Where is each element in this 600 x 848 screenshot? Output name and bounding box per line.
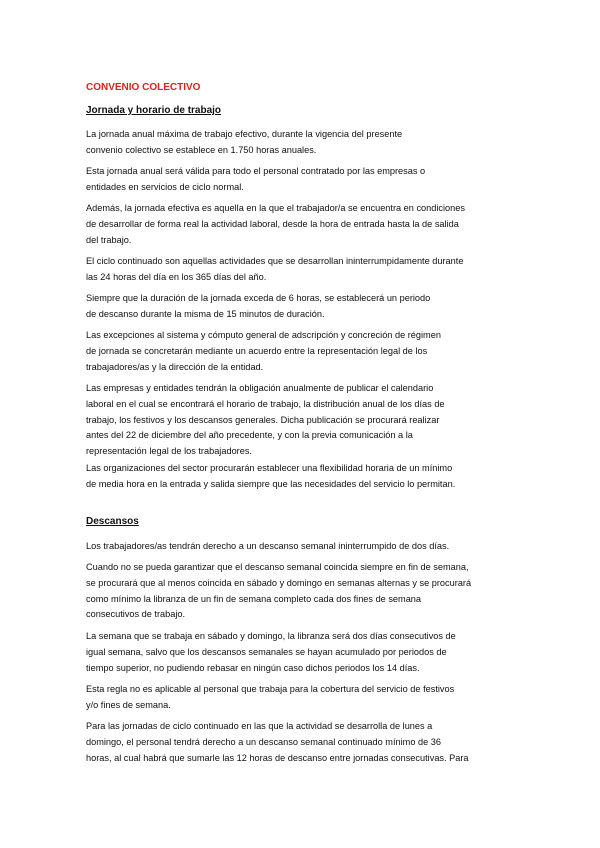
paragraph: Cuando no se pueda garantizar que el descanso semanal coincida siempre en fin de semana, se procurará que al menos coincida en sábado y domingo en semanas alternas y se procurará como mínimo la libranza de un fin de semana completo cada dos fines de semana consecutivos de trabajo.: [86, 562, 472, 620]
paragraph: Las organizaciones del sector procurarán establecer una flexibilidad horaria de un mínimo de media hora en la entrada y salida siempre que las necesidades del servicio lo permitan.: [86, 463, 456, 489]
section-heading-jornada: Jornada y horario de trabajo: [86, 105, 222, 116]
paragraph: Los trabajadores/as tendrán derecho a un descanso semanal ininterrumpido de dos días.: [86, 541, 450, 551]
paragraph: Esta regla no es aplicable al personal que trabaja para la cobertura del servicio de festivos y/o fines de semana.: [86, 684, 455, 710]
paragraph: El ciclo continuado son aquellas actividades que se desarrollan ininterrumpidamente durante las 24 horas del día en los 365 días del año.: [86, 256, 464, 282]
document-title: CONVENIO COLECTIVO: [86, 82, 201, 93]
paragraph: Las empresas y entidades tendrán la obligación anualmente de publicar el calendario laboral en el cual se encontrará el horario de trabajo, la distribución anual de los días de trabajo, los festivos y los descansos generales. Dicha publicación se procurará realizar antes del 22 de diciembre del año precedente, y con la previa comunicación a la representación legal de los trabajadores.: [86, 383, 445, 457]
paragraph: Para las jornadas de ciclo continuado en las que la actividad se desarrolla de lunes a domingo, el personal tendrá derecho a un descanso semanal continuado mínimo de 36 horas, al cual habrá que sumarle las 12 horas de descanso entre jornadas consecutivas. Para: [86, 721, 469, 763]
paragraph: Siempre que la duración de la jornada exceda de 6 horas, se establecerá un periodo de descanso durante la misma de 15 minutos de duración.: [86, 293, 431, 319]
paragraph: Esta jornada anual será válida para todo el personal contratado por las empresas o entidades en servicios de ciclo normal.: [86, 166, 426, 192]
paragraph: La semana que se trabaja en sábado y domingo, la libranza será dos días consecutivos de igual semana, salvo que los descansos semanales se hayan acumulado por periodos de tiempo superior, no pudiendo rebasar en ningún caso dichos periodos los 14 días.: [86, 631, 456, 673]
paragraph: Además, la jornada efectiva es aquella en la que el trabajador/a se encuentra en condiciones de desarrollar de forma real la actividad laboral, desde la hora de entrada hasta la de salida del trabajo.: [86, 203, 465, 245]
paragraph: La jornada anual máxima de trabajo efectivo, durante la vigencia del presente convenio colectivo se establece en 1.750 horas anuales.: [86, 129, 403, 155]
section-heading-descansos: Descansos: [86, 516, 139, 527]
paragraph: Las excepciones al sistema y cómputo general de adscripción y concreción de régimen de jornada se concretarán mediante un acuerdo entre la representación legal de los trabajadores/as y la dirección de la entidad.: [86, 330, 441, 372]
